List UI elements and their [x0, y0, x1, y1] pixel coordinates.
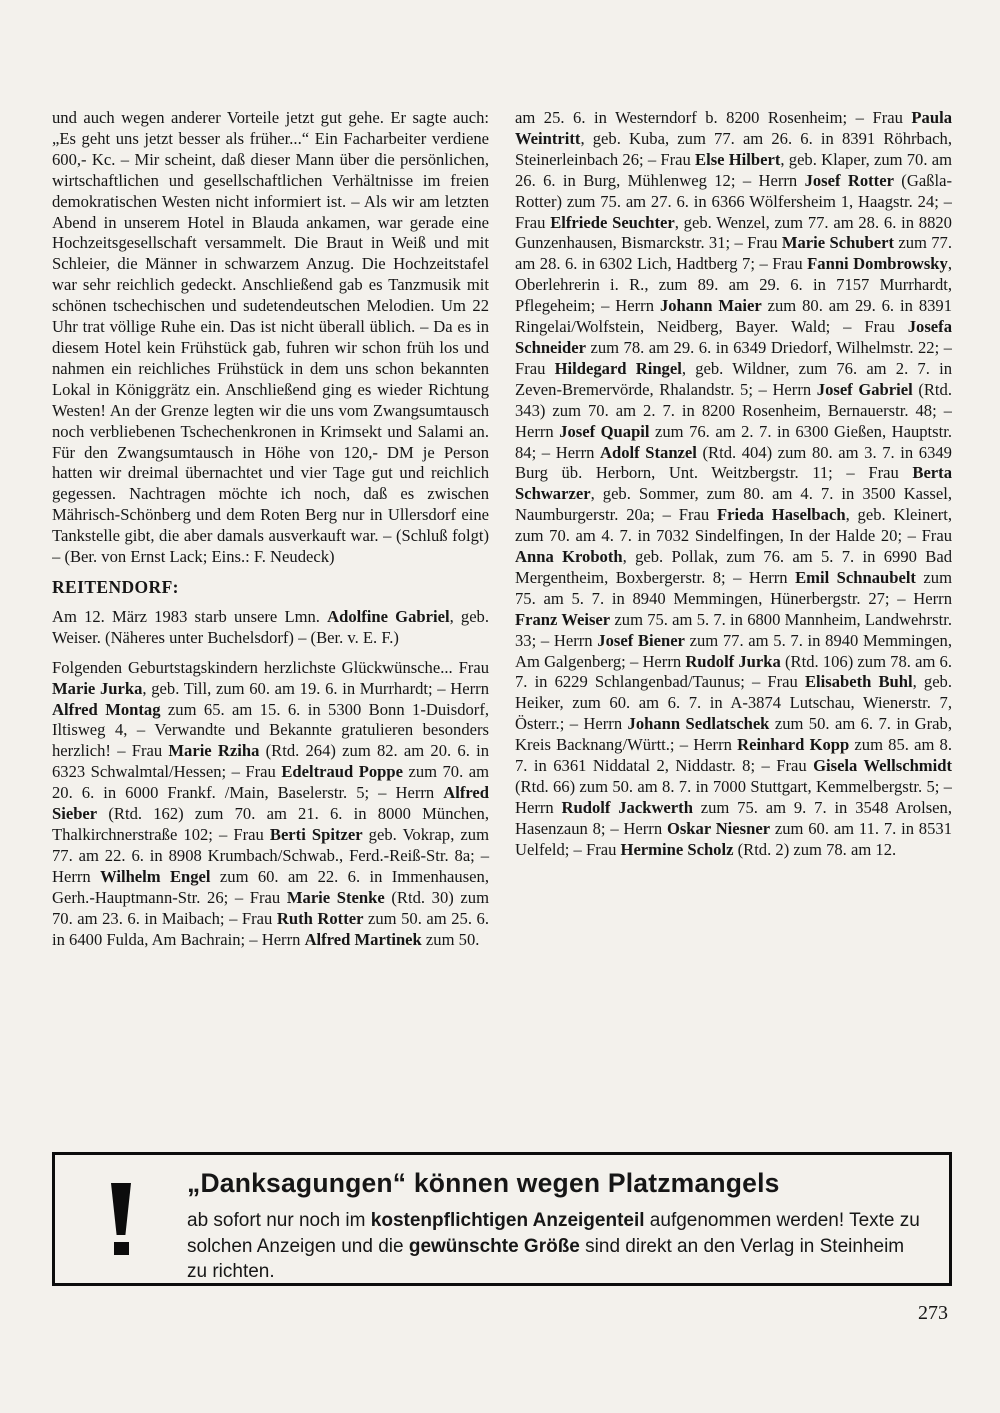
bold-text: Anna Kroboth [515, 547, 623, 567]
text: (Rtd. 264) zum 82. am 20. 6. in 6323 Schwalmtal/Hessen; – Frau [52, 741, 489, 782]
bold-text: Hermine Scholz [620, 839, 734, 859]
section-heading: REITENDORF: [52, 576, 179, 597]
text: zum 85. am 8. 7. in 6361 Niddatal 2, Niddastr. 8; – Frau [515, 735, 952, 776]
bold-text: Johann Maier [659, 296, 762, 316]
bold-text: Elfriede Seuchter [550, 212, 675, 232]
text: zum 50. am 6. 7. in Grab, Kreis Backnang/Württ.; – Herrn [515, 714, 952, 755]
bold-text: Elisabeth Buhl [804, 672, 913, 692]
exclamation-dot [114, 1242, 129, 1255]
text: , geb. Kleinert, zum 70. am 4. 7. in 7032 Sindelfingen, In der Halde 20; – Frau [515, 505, 952, 546]
bold-text: Adolfine Gabriel [327, 606, 450, 626]
bold-text: Alfred Martinek [304, 929, 422, 949]
bold-text: Josef Biener [597, 630, 685, 650]
paragraph [52, 607, 489, 649]
text: (Rtd. 106) zum 78. am 6. 7. in 6229 Schlangenbad/Taunus; – Frau [515, 651, 952, 692]
bold-text: Berti Spitzer [269, 825, 363, 844]
text: , geb. Wenzel, zum 77. am 28. 6. in 8820 Gunzenhausen, Bismarckstr. 31; – Frau [515, 212, 952, 253]
text: zum 65. am 15. 6. in 5300 Bonn 1-Duisdorf, Iltisweg 4, – Verwandte und Bekannte gratulieren besonders herzlich! – Frau [52, 699, 489, 761]
bold-text: Ruth Rotter [276, 908, 364, 928]
paragraph [52, 108, 489, 568]
bold-text: Marie Jurka [52, 678, 143, 698]
left-column [52, 108, 489, 1148]
bold-text: Marie Schubert [781, 233, 895, 253]
text: , geb. Wildner, zum 76. am 2. 7. in Zeven-Bremervörde, Rhalandstr. 5; – Herrn [515, 358, 952, 399]
text: (Rtd. 404) zum 80. am 3. 7. in 6349 Burg üb. Herborn, Unt. Weitzbergstr. 11; – Frau [515, 442, 952, 483]
bold-text: Marie Stenke [286, 887, 385, 907]
bold-text: Josef Gabriel [816, 379, 913, 399]
bold-text: Josef Rotter [804, 170, 894, 190]
text: zum 75. am 9. 7. in 3548 Arolsen, Hasenzaun 8; – Herrn [515, 797, 952, 838]
bold-text: Berta Schwarzer [515, 463, 952, 504]
text: , Oberlehrerin i. R., zum 89. am 29. 6. in 7157 Murrhardt, Pflegeheim; – Herrn [515, 254, 952, 316]
text: , geb. Till, zum 60. am 19. 6. in Murrhardt; – Herrn [142, 678, 489, 698]
text: (Rtd. 2) zum 78. am 12. [733, 839, 897, 859]
bold-text: Rudolf Jackwerth [561, 797, 693, 817]
text: , geb. Weiser. (Näheres unter Buchelsdorf) – (Ber. v. E. F.) [52, 606, 489, 647]
text: zum 77. am 28. 6. in 6302 Lich, Hadtberg 7; – Frau [515, 233, 952, 274]
bold-text: Hildegard Ringel [554, 358, 682, 378]
bold-text: Alfred Sieber [52, 783, 489, 824]
text: , geb. Heiker, zum 60. am 6. 7. in A-3874 Lutschau, Wienerstr. 7, Österr.; – Herrn [515, 672, 952, 734]
bold-text: Fanni Dombrowsky [807, 254, 948, 274]
bold-text: Johann Sedlatschek [627, 714, 770, 734]
bold-text: Marie Rziha [168, 741, 260, 761]
text: zum 50. am 25. 6. in 6400 Fulda, Am Bachrain; – Herrn [52, 908, 489, 949]
text: zum 60. am 22. 6. in Immenhausen, Gerh.-Hauptmann-Str. 26; – Frau [52, 866, 489, 907]
text: (Rtd. 162) zum 70. am 21. 6. in 8000 München, Thalkirchnerstraße 102; – Frau [52, 804, 489, 844]
text: geb. Vokrap, zum 77. am 22. 6. in 8908 Krumbach/Schwab., Ferd.-Reiß-Str. 8a; – Herrn [52, 825, 489, 886]
text: (Rtd. 30) zum 70. am 23. 6. in Maibach; – Frau [52, 887, 489, 928]
text: Folgenden Geburtstagskindern herzlichste Glückwünsche... Frau [52, 657, 489, 677]
text: zum 76. am 2. 7. in 6300 Gießen, Hauptstr. 84; – Herrn [515, 421, 952, 462]
bold-text: Gisela Wellschmidt [813, 756, 952, 776]
text: aufgenommen werden! Texte zu solchen Anzeigen und die [187, 1210, 920, 1257]
paragraph [515, 108, 952, 861]
bold-text: Wilhelm Engel [100, 866, 211, 886]
text: zum 80. am 29. 6. in 8391 Ringelai/Wolfstein, Neidberg, Bayer. Wald; – Frau [515, 296, 952, 337]
text: Am 12. März 1983 starb unsere Lmn. [52, 606, 328, 626]
text-columns [52, 108, 952, 1148]
text: , geb. Kuba, zum 77. am 26. 6. in 8391 Röhrbach, Steinerleinbach 26; – Frau [515, 128, 952, 169]
bold-text: Alfred Montag [52, 699, 161, 719]
text: ab sofort nur noch im [187, 1210, 371, 1231]
text: zum 70. am 20. 6. in 6000 Frankf. /Main, Baselerstr. 5; – Herrn [52, 762, 489, 803]
bold-text: Paula Weintritt [515, 108, 952, 148]
bold-text: Josef Quapil [559, 421, 650, 441]
text: zum 60. am 11. 7. in 8531 Uelfeld; – Frau [515, 818, 952, 859]
bold-text: Rudolf Jurka [685, 651, 781, 671]
notice-title [187, 1168, 925, 1199]
text: , geb. Sommer, zum 80. am 4. 7. in 3500 Kassel, Naumburgerstr. 20a; – Frau [515, 484, 952, 525]
exclamation-icon [55, 1155, 187, 1283]
text: zum 78. am 29. 6. in 6349 Driedorf, Wilhelmstr. 22; – Frau [515, 337, 952, 378]
bold-text: Edeltraud Poppe [281, 762, 403, 782]
right-column [515, 108, 952, 1148]
text: (Rtd. 343) zum 70. am 2. 7. in 8200 Rosenheim, Bernauerstr. 48; – Herrn [515, 379, 952, 441]
bold-text: Else Hilbert [695, 149, 781, 169]
notice-content [187, 1155, 949, 1283]
text: am 25. 6. in Westerndorf b. 8200 Rosenheim; – Frau [515, 108, 912, 127]
text: (Rtd. 66) zum 50. am 8. 7. in 7000 Stuttgart, Kemmelbergstr. 5; – Herrn [515, 777, 952, 817]
text: zum 77. am 5. 7. in 8940 Memmingen, Am Galgenberg; – Herrn [515, 630, 952, 671]
text: , geb. Pollak, zum 76. am 5. 7. in 6990 Bad Mergentheim, Boxbergerstr. 8; – Herrn [515, 547, 952, 587]
notice-body [187, 1208, 925, 1285]
text: zum 75. am 5. 7. in 6800 Mannheim, Landwehrstr. 33; – Herrn [515, 609, 952, 650]
exclamation-bar [111, 1183, 131, 1235]
text: zum 50. [421, 929, 480, 949]
bold-text: Oskar Niesner [666, 818, 771, 838]
bold-text: Adolf Stanzel [600, 442, 697, 462]
bold-text: „Danksagungen“ können wegen Platzmangels [187, 1168, 780, 1198]
text: sind direkt an den Verlag in Steinheim zu richten. [187, 1235, 905, 1282]
bold-text: kostenpflichtigen Anzeigenteil [370, 1210, 645, 1231]
bold-text: Frieda Haselbach [716, 505, 846, 525]
text: (Gaßla-Rotter) zum 75. am 27. 6. in 6366 Wölfersheim 1, Haagstr. 24; – Frau [515, 170, 952, 232]
page-number: 273 [918, 1302, 948, 1324]
paragraph [52, 658, 489, 951]
bold-text: Reinhard Kopp [737, 735, 850, 755]
notice-box [52, 1152, 952, 1286]
bold-text: Emil Schnaubelt [795, 567, 916, 587]
text: , geb. Klaper, zum 70. am 26. 6. in Burg, Mühlenweg 12; – Herrn [515, 149, 952, 190]
bold-text: Josefa Schneider [515, 317, 952, 357]
bold-text: gewünschte Größe [408, 1235, 580, 1257]
text: zum 75. am 5. 7. in 8940 Memmingen, Hünerbergstr. 27; – Herrn [515, 567, 952, 608]
bold-text: Franz Weiser [515, 609, 611, 629]
text: und auch wegen anderer Vorteile jetzt gut gehe. Er sagte auch: „Es geht uns jetzt besser als früher...“ Ein Facharbeiter verdiene 600,- Kc. – Mir scheint, daß dieser Mann über die persönlichen, wirtschaftlichen und gesellschaftlichen Verhältnisse im freien demokratischen Westen nicht informiert ist. – Als wir am letzten Abend in unserem Hotel in Blauda ankamen, war gerade eine Hochzeitsgesellschaft versammelt. Die Braut in Weiß und mit Schleier, die Männer in schwarzem Anzug. Die Hochzeitstafel war sehr reichlich gedeckt. Anschließend gab es Tanzmusik mit schönen tschechischen und sudetendeutschen Melodien. Um 22 Uhr trat völlige Ruhe ein. Das ist nicht überall üblich. – Da es in diesem Hotel kein Frühstück gab, fuhren wir schon früh los und nahmen ein reichliches Frühstück in dem uns schon bekannten Lokal in Königgrätz ein. Anschließend ging es wieder Richtung Westen! An der Grenze legten wir die uns vom Zwangsumtausch noch verbliebenen Tschechenkronen in Krimsekt und Salami an. Für den Zwangsumtausch in Höhe von 120,- DM je Person hatten wir dreimal übernachtet und vier Tage gut und reichlich gegessen. Nachtragen möchte ich noch, daß es zwischen Mährisch-Schönberg und dem Roten Berg nur in Ullersdorf eine Tankstelle gibt, die aber damals ausverkauft war. – (Schluß folgt) – (Ber. von Ernst Lack; Eins.: F. Neudeck) [52, 108, 489, 567]
